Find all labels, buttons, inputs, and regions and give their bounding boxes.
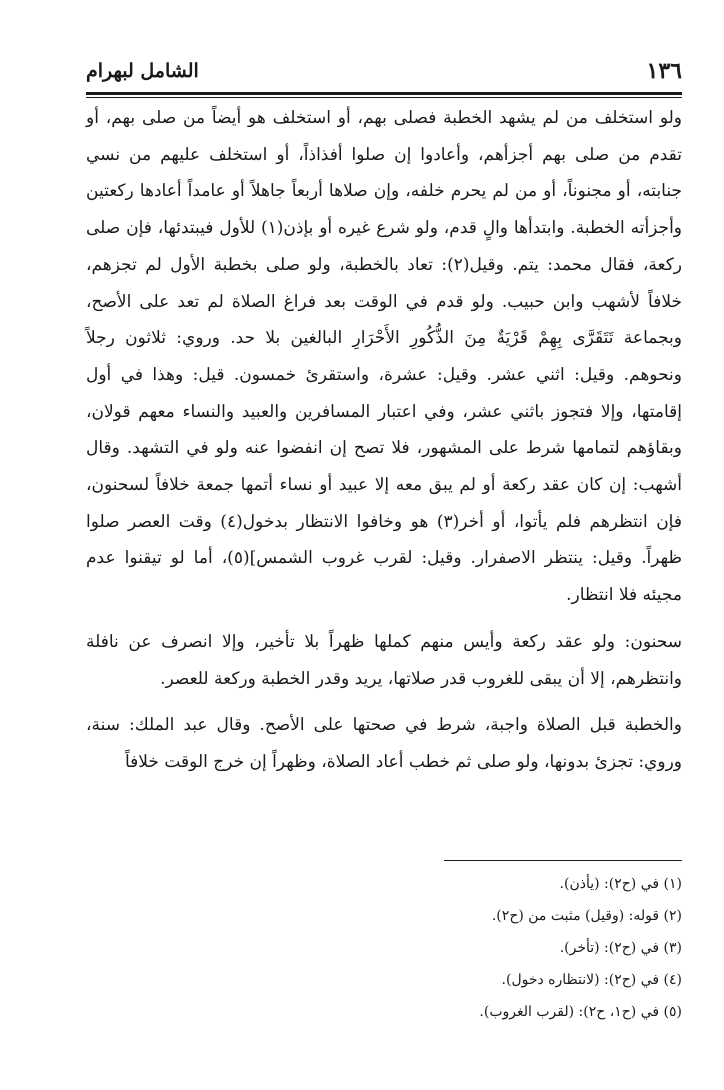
running-title: الشامل لبهرام [86, 60, 199, 82]
footnote: (٢) قوله: (وقيل) مثبت من (ح٢). [491, 908, 682, 924]
header-rule [86, 92, 682, 95]
main-text [86, 100, 682, 781]
paragraph: والخطبة قبل الصلاة واجبة، شرط في صحتها على الأصح. وقال عبد الملك: سنة، وروي: تجزئ بدونها، ولو صلى ثم خطب أعاد الصلاة، وظهراً إن خرج الوقت خلافاً [86, 715, 682, 772]
paragraph: سحنون: ولو عقد ركعة وأيس منهم كملها ظهراً بلا تأخير، وإلا انصرف عن نافلة وانتظرهم، إلا أن يبقى للغروب قدر صلاتها، يريد وقدر الخطبة وركعة للعصر. [86, 631, 682, 689]
footnote: (٤) في (ح٢): (لانتظاره دخول). [501, 972, 682, 988]
footnotes [86, 868, 682, 1028]
paragraph: ولو استخلف من لم يشهد الخطبة فصلى بهم، أو استخلف هو أيضاً من صلى بهم، أو تقدم من صلى بهم أجزأهم، وأعادوا إن صلوا أفذاذاً، أو استخلف عليهم من نسي جنابته، أو مجنوناً، أو من لم يحرم خلفه، وإن صلاها أربعاً جاهلاً أو عامداً أعادها ركعتين وأجزأته الخطبة. وابتدأها والٍ قدم، ولو شرع غيره أو بإذن(١) للأول فيبتدئها، فإن صلى ركعة، فقال محمد: يتم. وقيل(٢): تعاد بالخطبة، ولو صلى بخطبة الأول لم تجزهم، خلافاً لأشهب وابن حبيب. ولو قدم في الوقت بعد فراغ الصلاة لم تعد على الأصح، وبجماعة تَتَقَرَّى بِهِمْ قَرْيَةٌ مِنَ الذُّكُورِ الأَحْرَارِ البالغين بلا حد. وروي: ثلاثون رجلاً ونحوهم. وقيل: اثني عشر. وقيل: عشرة، واستقرئ خمسون. قيل: وهذا في أول إقامتها، وإلا فتجوز باثني عشر، وفي اعتبار المسافرين والعبيد والنساء معهم قولان، وبقاؤهم لتمامها شرط على المشهور، فلا تصح إن انفضوا عنه ولو في التشهد. وقال أشهب: إن كان عقد ركعة أو لم يبق معه إلا عبيد أو نساء أتمها جمعة خلافاً لسحنون، فإن انتظرهم فلم يأتوا، أو أخر(٣) هو وخافوا الانتظار بدخول(٤) وقت العصر صلوا ظهراً. وقيل: ينتظر الاصفرار. وقيل: لقرب غروب الشمس](٥)، أما لو تيقنوا عدم مجيئه فلا انتظار. [86, 108, 683, 606]
footnote: (٣) في (ح٢): (تأخر). [559, 940, 682, 956]
page-number: ١٣٦ [646, 58, 682, 84]
footnote: (١) في (ح٢): (يأذن). [559, 876, 682, 892]
footnote: (٥) في (ح١، ح٢): (لقرب الغروب). [479, 1004, 682, 1020]
footnote-rule [444, 860, 682, 861]
header-rule-thin [86, 97, 682, 98]
page-header [86, 58, 682, 90]
